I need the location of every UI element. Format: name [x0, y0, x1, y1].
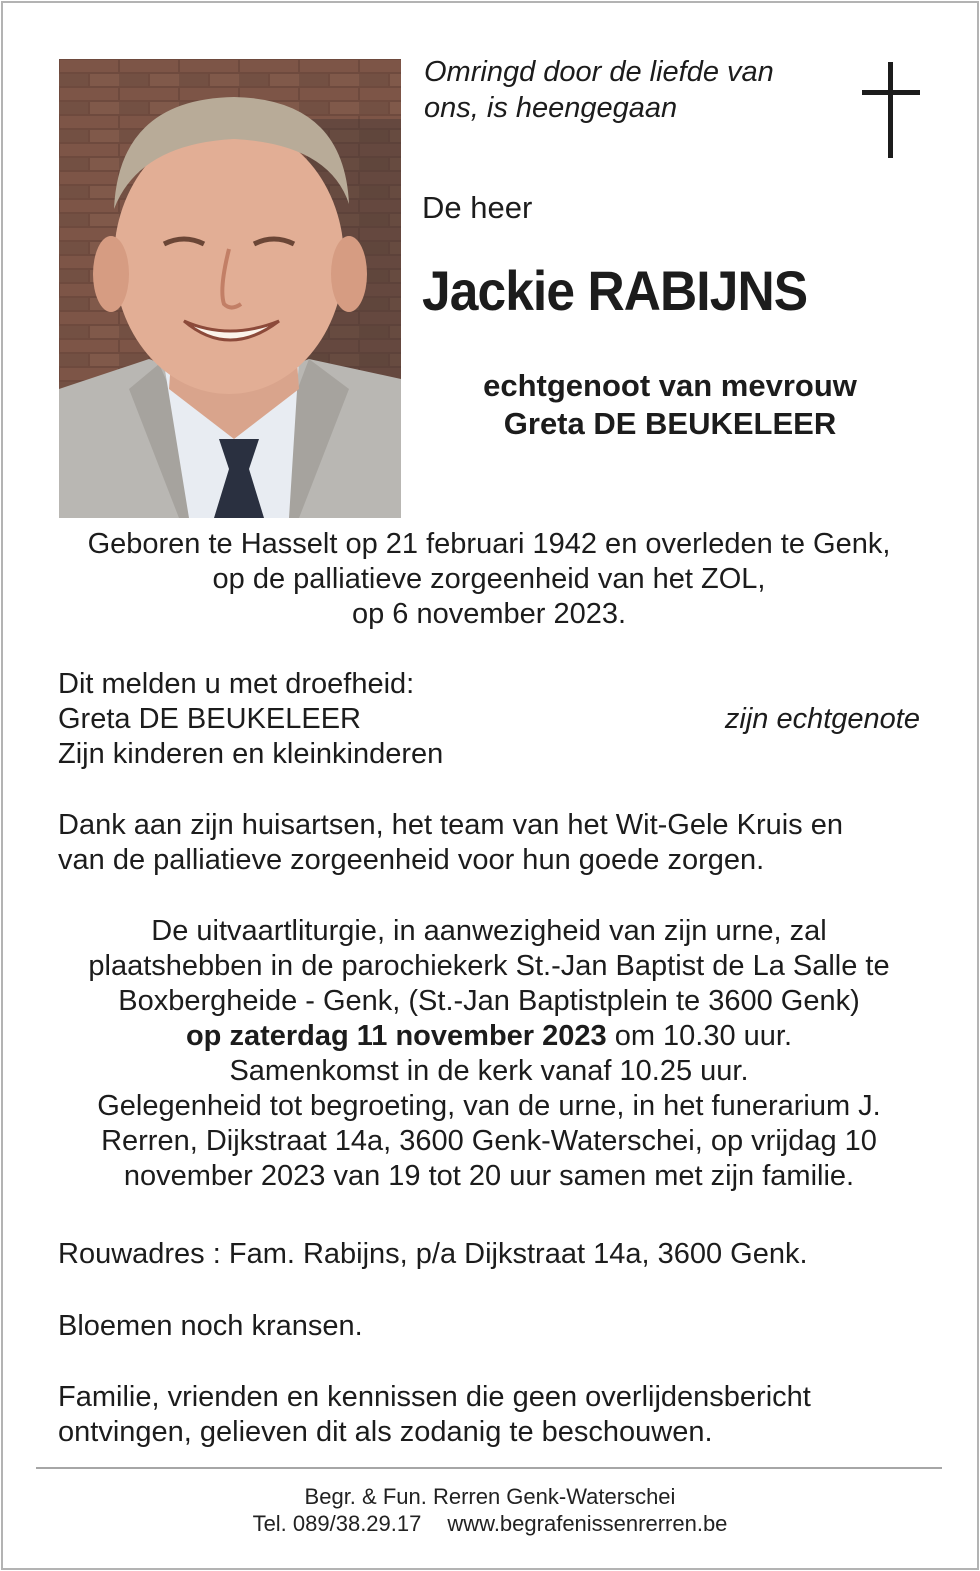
text-line: op de palliatieve zorgeenheid van het ZOL, [212, 563, 766, 595]
relative-relation: zijn echtgenote [724, 703, 920, 735]
spouse-name: Greta DE BEUKELEER [503, 406, 837, 441]
website-link[interactable]: www.begrafenissenrerren.be [447, 1511, 728, 1536]
relative-row [58, 702, 920, 737]
text-line: Dank aan zijn huisartsen, het team van het Wit-Gele Kruis en [58, 809, 843, 841]
text-line: ontvingen, gelieven dit als zodanig te beschouwen. [58, 1416, 713, 1448]
flowers-note: Bloemen noch kransen. [58, 1310, 363, 1342]
spouse-line: echtgenoot van mevrouw [483, 368, 857, 403]
text-line: op 6 november 2023. [351, 598, 627, 630]
divider [36, 1467, 942, 1469]
text-line: Rerren, Dijkstraat 14a, 3600 Genk-Waterschei, op vrijdag 10 [101, 1125, 877, 1157]
text-line: De uitvaartliturgie, in aanwezigheid van zijn urne, zal [151, 915, 827, 947]
relative-name: Zijn kinderen en kleinkinderen [58, 738, 444, 770]
deceased-name: Jackie RABIJNS [422, 259, 808, 322]
text-line: van de palliatieve zorgeenheid voor hun goede zorgen. [58, 844, 765, 876]
relative-name: Greta DE BEUKELEER [58, 703, 361, 735]
announce-heading: Dit melden u met droefheid: [58, 668, 415, 700]
text-line: plaatshebben in de parochiekerk St.-Jan Baptist de La Salle te [88, 950, 890, 982]
honorific: De heer [422, 190, 533, 225]
footer [0, 1483, 980, 1537]
text-line: Geboren te Hasselt op 21 februari 1942 en overleden te Genk, [87, 528, 891, 560]
phone-number: Tel. 089/38.29.17 [252, 1511, 422, 1536]
text-line: Samenkomst in de kerk vanaf 10.25 uur. [229, 1055, 749, 1087]
text-line: Boxbergheide - Genk, (St.-Jan Baptistplein te 3600 Genk) [118, 985, 860, 1017]
spouse-mention [420, 367, 920, 443]
funeral-home-name: Begr. & Fun. Rerren Genk-Waterschei [304, 1484, 676, 1509]
cross-icon [862, 62, 920, 158]
funeral-time: om 10.30 uur. [606, 1020, 793, 1052]
notice-text [58, 1380, 920, 1450]
birth-death-info [58, 527, 920, 632]
text-line: november 2023 van 19 tot 20 uur samen met zijn familie. [123, 1160, 855, 1192]
text-line: Familie, vrienden en kennissen die geen overlijdensbericht [58, 1381, 811, 1413]
portrait-photo [59, 59, 401, 518]
mourning-address: Rouwadres : Fam. Rabijns, p/a Dijkstraat 14a, 3600 Genk. [58, 1238, 808, 1270]
contact-line [0, 1510, 980, 1537]
text-line: Gelegenheid tot begroeting, van de urne, in het funerarium J. [97, 1090, 881, 1122]
funeral-date-line [58, 1019, 920, 1054]
announcement [58, 667, 920, 772]
funeral-details [58, 914, 920, 1194]
thanks-text [58, 808, 920, 878]
intro-line: ons, is heengegaan [424, 92, 678, 124]
funeral-date: op zaterdag 11 november 2023 [185, 1020, 607, 1052]
intro-text [424, 54, 844, 126]
intro-line: Omringd door de liefde van [424, 56, 774, 88]
